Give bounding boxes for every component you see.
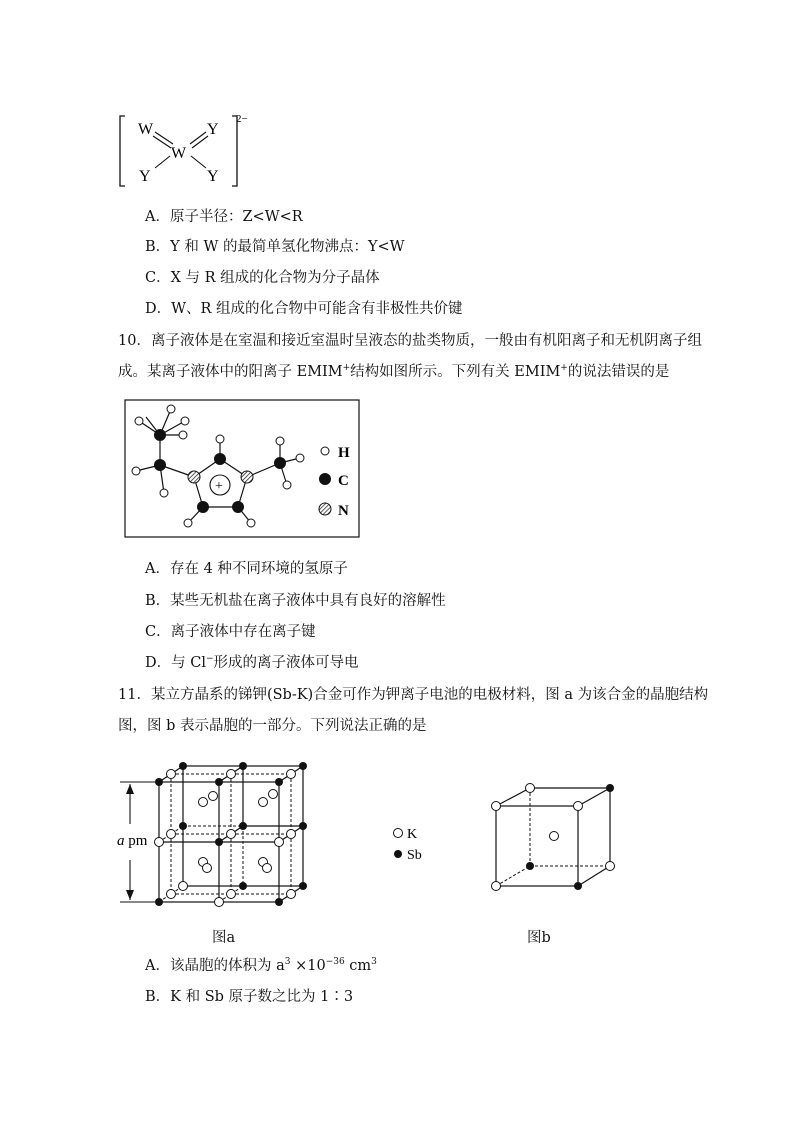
crystal-legend — [390, 824, 440, 864]
h-atom — [296, 454, 304, 462]
k-atom — [167, 890, 176, 899]
k-atom — [263, 864, 272, 873]
figure-b-partial-cell — [488, 780, 618, 892]
q10-option-c: C．离子液体中存在离子键 — [145, 624, 316, 640]
k-atom — [550, 832, 559, 841]
atom-w-center: W — [171, 145, 187, 162]
figure-a-caption: 图a — [212, 930, 236, 946]
q11-stem-line1: 11．某立方晶系的锑钾(Sb-K)合金可作为钾离子电池的电极材料，图 a 为该合金的晶胞结构 — [118, 687, 709, 703]
q9-option-d: D．W、R 组成的化合物中可能含有非极性共价键 — [145, 301, 463, 317]
k-atom — [492, 802, 501, 811]
q9-option-b: B．Y 和 W 的最简单氢化物沸点：Y<W — [145, 239, 405, 255]
sb-atom — [179, 762, 187, 770]
k-atom — [269, 790, 278, 799]
sb-atom — [606, 784, 614, 792]
q11-option-a: A．该晶胞的体积为 $a^3 \times 10^{-36}$ $cm^3$ — [145, 957, 377, 974]
legend-c-icon — [319, 473, 331, 485]
h-atom — [160, 489, 168, 497]
sb-atom — [574, 882, 582, 890]
sb-atom — [526, 862, 534, 870]
k-atom — [167, 830, 176, 839]
atom-w-top-left: W — [138, 121, 154, 138]
sb-atom — [179, 822, 187, 830]
c-atom — [274, 457, 286, 469]
legend-sb-icon — [394, 850, 402, 858]
n-atom — [188, 471, 200, 483]
h-atom — [283, 481, 291, 489]
q10-option-b: B．某些无机盐在离子液体中具有良好的溶解性 — [145, 593, 446, 609]
q10-option-a: A．存在 4 种不同环境的氢原子 — [145, 561, 348, 577]
k-atom — [167, 770, 176, 779]
figure-a-unit-cell — [115, 762, 345, 912]
legend-sb-label: Sb — [407, 848, 422, 863]
q9-option-a: A．原子半径：Z<W<R — [145, 209, 303, 225]
h-atom — [135, 417, 143, 425]
emim-structure-figure — [124, 399, 361, 539]
k-atom — [287, 890, 296, 899]
c-atom — [197, 501, 209, 513]
right-bracket — [232, 116, 237, 186]
legend-n-label: N — [338, 503, 349, 519]
sb-atom — [299, 882, 307, 890]
k-atom — [492, 882, 501, 891]
h-atom — [132, 467, 140, 475]
sb-atom — [299, 762, 307, 770]
legend-k-icon — [394, 829, 403, 838]
h-atom — [247, 519, 255, 527]
k-atom — [179, 882, 188, 891]
c-atom — [154, 459, 166, 471]
q10-stem-line2: 成。某离子液体中的阳离子 EMIM+结构如图所示。下列有关 EMIM+的说法错误的是 — [118, 363, 670, 380]
left-bracket — [120, 116, 125, 186]
anion-charge: 2− — [236, 113, 248, 125]
k-atom — [526, 784, 535, 793]
atom-y-bottom-left: Y — [139, 168, 151, 185]
sb-atom — [155, 898, 163, 906]
sb-atom — [239, 882, 247, 890]
q9-option-c: C．X 与 R 组成的化合物为分子晶体 — [145, 270, 380, 286]
figure-b-caption: 图b — [527, 930, 551, 946]
k-atom — [209, 792, 218, 801]
k-atom — [574, 802, 583, 811]
c-atom — [232, 501, 244, 513]
h-atom — [179, 431, 187, 439]
legend-h-label: H — [338, 445, 350, 461]
sb-atom — [239, 762, 247, 770]
k-atom — [227, 770, 236, 779]
sb-atom — [239, 822, 247, 830]
k-atom — [203, 864, 212, 873]
q11-stem-line2: 图，图 b 表示晶胞的一部分。下列说法正确的是 — [118, 718, 427, 734]
k-atom — [275, 838, 284, 847]
k-atom — [606, 862, 615, 871]
sb-atom — [275, 898, 283, 906]
sb-atom — [299, 822, 307, 830]
h-atom — [184, 519, 192, 527]
h-atom — [276, 437, 284, 445]
k-atom — [227, 890, 236, 899]
sb-atom — [215, 838, 223, 846]
c-atom — [154, 429, 166, 441]
k-atom — [215, 898, 224, 907]
n-atom — [241, 471, 253, 483]
legend-n-icon — [319, 503, 331, 515]
legend-k-label: K — [407, 827, 418, 842]
atom-y-top-right: Y — [207, 121, 219, 138]
h-atom — [181, 417, 189, 425]
sb-atom — [155, 778, 163, 786]
sb-atom — [275, 778, 283, 786]
h-atom — [167, 405, 175, 413]
c-atom — [214, 453, 226, 465]
k-atom — [287, 830, 296, 839]
k-atom — [227, 830, 236, 839]
q10-stem-line1: 10．离子液体是在室温和接近室温时呈液态的盐类物质，一般由有机阳离子和无机阴离子组 — [118, 333, 702, 349]
ring-center-plus: + — [215, 479, 223, 494]
h-atom — [216, 435, 224, 443]
sb-atom — [215, 778, 223, 786]
dimension-label: a pm — [117, 833, 148, 849]
k-atom — [155, 838, 164, 847]
k-atom — [199, 798, 208, 807]
q11-option-b: B．K 和 Sb 原子数之比为 1∶3 — [145, 989, 354, 1005]
legend-c-label: C — [338, 473, 349, 489]
anion-structure — [115, 110, 265, 192]
k-atom — [259, 798, 268, 807]
q10-option-d: D．与 Cl−形成的离子液体可导电 — [145, 654, 359, 671]
k-atom — [287, 770, 296, 779]
atom-y-bottom-right: Y — [207, 168, 219, 185]
legend-h-icon — [321, 447, 329, 455]
